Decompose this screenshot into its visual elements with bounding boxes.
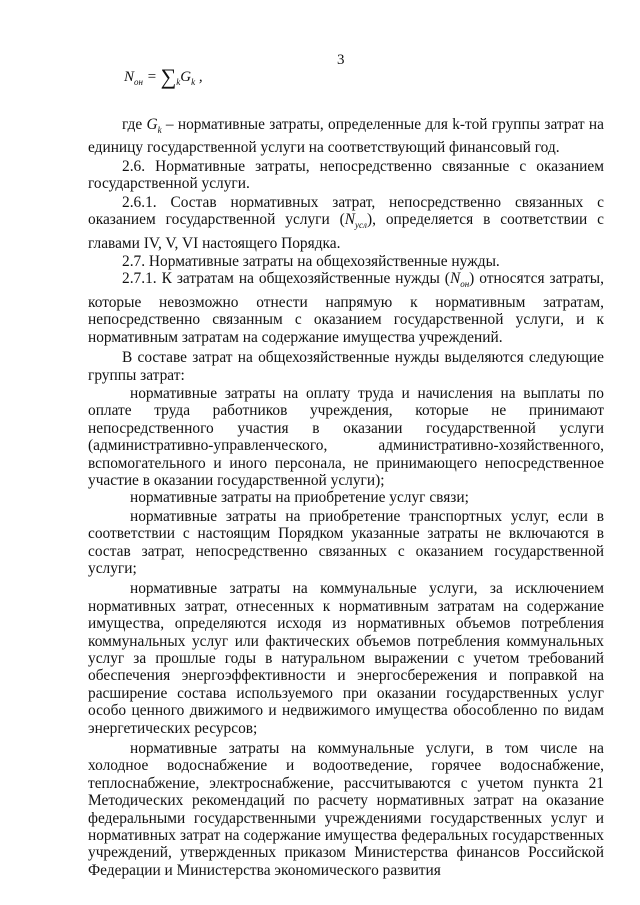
document-body (88, 116, 604, 879)
list-item-communication-services: нормативные затраты на приобретение услуг связи; (130, 489, 469, 507)
list-item-utilities-general: нормативные затраты на коммунальные услуги, за исключением нормативных затрат, отнесенных к нормативным затратам на содержание имущества, определяются исходя из нормативных объемов потребления коммунальных услуг или фактических объемов потребления коммунальных услуг за прошлые годы в натуральном выражении с учетом требований обеспечения энергоэффективности и энергосбережения и поправкой на расширение состава используемого при оказании государственных услуг особо ценного движимого и недвижимого имущества обособленно по видам энергетических ресурсов; (88, 580, 604, 737)
formula-rhs: G (180, 69, 192, 85)
list-item-transport-services: нормативные затраты на приобретение транспортных услуг, если в соответствии с настоящим Порядком указанные затраты не включаются в состав затрат, непосредственно связанных с оказанием государственной услуги; (88, 507, 604, 577)
formula-sum-symbol: ∑ (160, 64, 177, 89)
formula-tail: , (195, 69, 203, 85)
paragraph-gk-definition: где $G_k$ – нормативные затраты, определенные для k-той группы затрат на единицу государственной услуги на соответствующий финансовый год. (88, 116, 604, 157)
paragraph-2-6: 2.6. Нормативные затраты, непосредственно связанные с оказанием государственной услуги. (88, 157, 604, 193)
list-item-utilities-detail: нормативные затраты на коммунальные услуги, в том числе на холодное водоснабжение и водоотведение, горячее водоснабжение, теплоснабжение, электроснабжение, рассчитываются с учетом пункта 21 Методических рекомендаций по расчету нормативных затрат на оказание федеральными государственными учреждениями государственных услуг и нормативных затрат на содержание имущества федеральных государственных учреждений, утвержденных приказом Министерства финансов Российской Федерации и Министерства экономического развития (88, 740, 604, 879)
formula (124, 64, 203, 91)
formula-sum-sub: k (176, 77, 181, 87)
page-number: 3 (337, 52, 345, 68)
formula-lhs-sub: он (134, 77, 143, 87)
paragraph-2-6-1: 2.6.1. Состав нормативных затрат, непосредственно связанных с оказанием государственной услуги $(N_{усл})$, определяется в соответствии с главами IV, V, VI настоящего Порядка. (88, 193, 604, 252)
paragraph-groups-intro: В составе затрат на общехозяйственные нужды выделяются следующие группы затрат: (88, 349, 604, 384)
formula-lhs: N (124, 69, 135, 85)
paragraph-2-7: 2.7. Нормативные затраты на общехозяйственные нужды. (122, 253, 500, 270)
formula-eq: = (142, 69, 161, 85)
formula-rhs-sub: k (191, 77, 196, 87)
paragraph-2-7-1: 2.7.1. К затратам на общехозяйственные нужды $(N_{он})$ относятся затраты, которые невозможно отнести напрямую к нормативным затратам, непосредственно связанным с оказанием государственной услуги, и к нормативным затратам на содержание имущества учреждений. (88, 270, 604, 346)
list-item-labor-costs: нормативные затраты на оплату труда и начисления на выплаты по оплате труда работников учреждения, которые не принимают непосредственного участия в оказании государственной услуги (административно-управленческого, административно-хозяйственного, вспомогательного и иного персонала, не принимающего непосредственное участие в оказании государственной услуги); (88, 384, 604, 489)
